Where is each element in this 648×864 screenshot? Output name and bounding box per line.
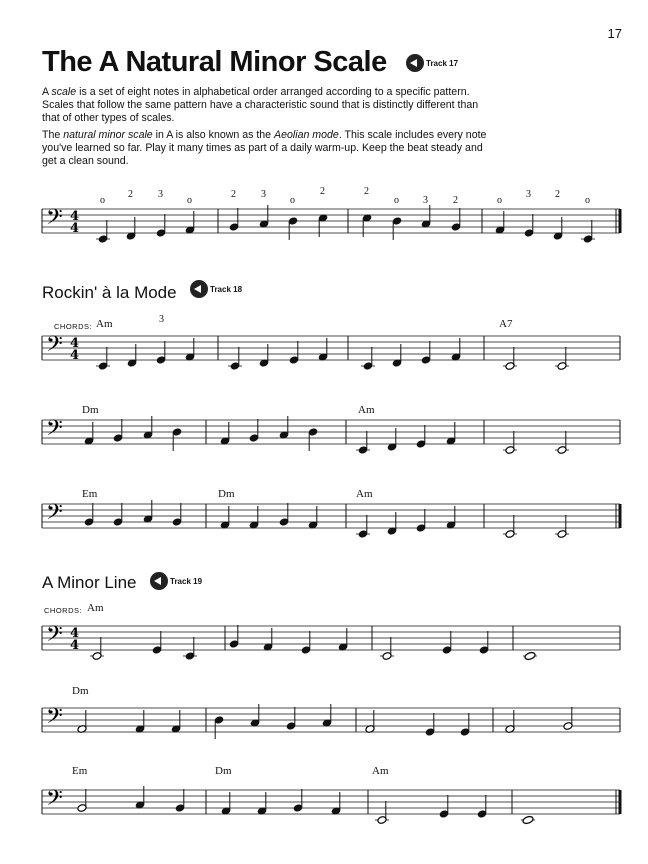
fingering-number: o — [585, 195, 590, 206]
time-signature-top: 4 — [70, 336, 80, 351]
chord-symbol: A7 — [499, 318, 513, 330]
fingering-number: o — [187, 195, 192, 206]
chord-symbol: Em — [72, 765, 88, 777]
chord-symbol: Am — [372, 765, 389, 777]
fingering-number: 2 — [231, 189, 236, 200]
page-number: 17 — [607, 26, 622, 41]
note-head — [524, 651, 536, 660]
fingering-number: o — [394, 195, 399, 206]
chord-symbol: Dm — [82, 404, 99, 416]
chords-label: CHORDS: — [44, 606, 83, 615]
fingering-number: 3 — [158, 189, 163, 200]
bass-clef-icon: 𝄢 — [46, 416, 63, 446]
time-signature-bottom: 4 — [70, 221, 80, 236]
time-signature-bottom: 4 — [70, 348, 80, 363]
bass-clef-icon: 𝄢 — [46, 205, 63, 235]
bass-clef-icon: 𝄢 — [46, 332, 63, 362]
track-label: Track 17 — [426, 58, 459, 68]
fingering-number: 2 — [128, 189, 133, 200]
intro-paragraph-1: A scale is a set of eight notes in alphabetical order arranged according to a specific pattern. Scales that follow the same pattern have a characteristic sound that is distinctly different than that of other types of scales. — [42, 86, 479, 124]
song-title-a-minor-line: A Minor Line — [42, 573, 137, 592]
bass-clef-icon: 𝄢 — [46, 786, 63, 816]
intro-paragraph-2: The natural minor scale in A is also known as the Aeolian mode. This scale includes every note you've learned so far. Play it many times as part of a daily warm-up. Keep the beat steady and get a clean sound. — [42, 129, 487, 167]
bass-clef-icon: 𝄢 — [46, 500, 63, 530]
note-head — [522, 815, 534, 824]
fingering-number: o — [290, 195, 295, 206]
chord-symbol: Dm — [215, 765, 232, 777]
track-label: Track 19 — [170, 576, 203, 586]
chord-symbol: Dm — [72, 685, 89, 697]
chord-symbol: Dm — [218, 488, 235, 500]
fingering-number: 3 — [423, 195, 428, 206]
bass-clef-icon: 𝄢 — [46, 704, 63, 734]
fingering-number: 3 — [261, 189, 266, 200]
fingering-number: 2 — [555, 189, 560, 200]
fingering-number: o — [100, 195, 105, 206]
fingering-number: 3 — [159, 314, 164, 325]
song-title-rockin: Rockin' à la Mode — [42, 283, 177, 302]
chord-symbol: Em — [82, 488, 98, 500]
chord-symbol: Am — [356, 488, 373, 500]
fingering-number: o — [497, 195, 502, 206]
page-title: The A Natural Minor Scale — [42, 46, 387, 78]
chord-symbol: Am — [96, 318, 113, 330]
fingering-number: 2 — [320, 186, 325, 197]
fingering-number: 3 — [526, 189, 531, 200]
track-label: Track 18 — [210, 284, 243, 294]
bass-clef-icon: 𝄢 — [46, 622, 63, 652]
fingering-number: 2 — [453, 195, 458, 206]
time-signature-top: 4 — [70, 626, 80, 641]
chord-symbol: Am — [358, 404, 375, 416]
time-signature-top: 4 — [70, 209, 80, 224]
time-signature-bottom: 4 — [70, 638, 80, 653]
chord-symbol: Am — [87, 602, 104, 614]
chords-label: CHORDS: — [54, 322, 93, 331]
fingering-number: 2 — [364, 186, 369, 197]
